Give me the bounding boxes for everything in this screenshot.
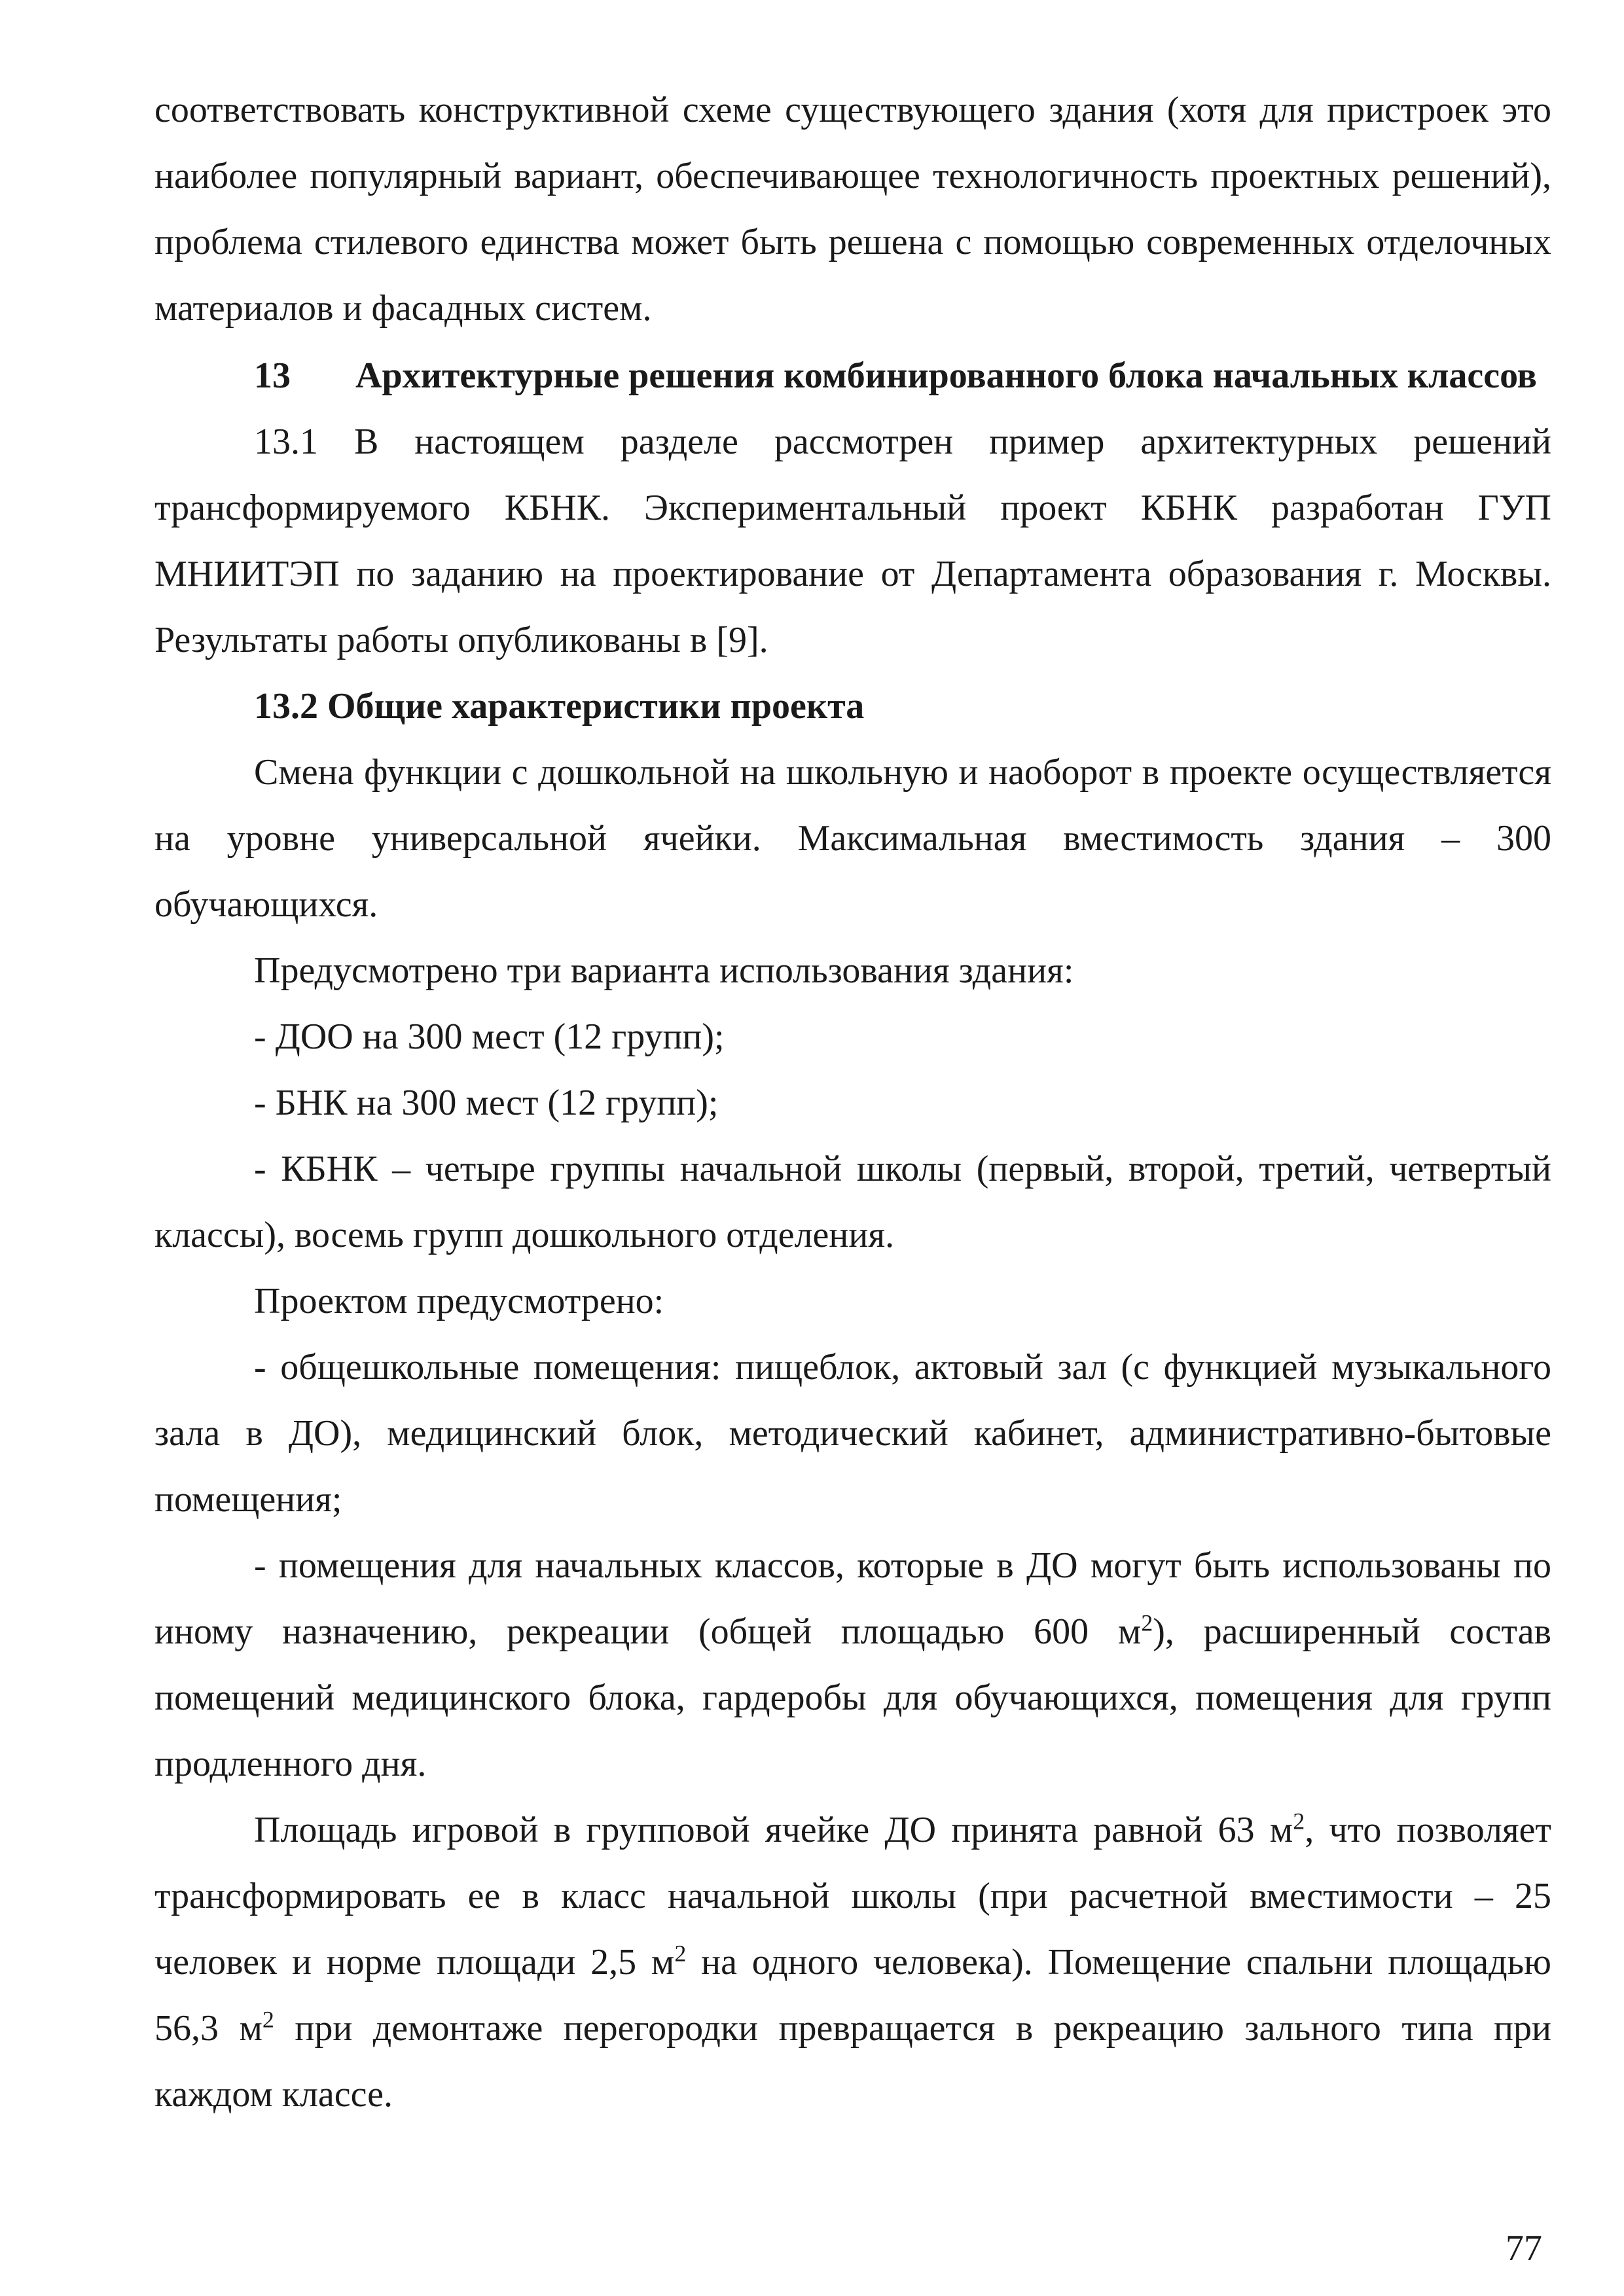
- text-fragment: на одного человека). Помещение спальни площадью 56,3 м: [154, 1942, 1551, 2049]
- text-fragment: , что позволяет трансформировать ее в класс начальной школы (при расчетной вместимости – 25 человек и норме площади 2,5 м: [154, 1810, 1551, 1982]
- page-body: [154, 77, 1551, 2128]
- paragraph-playroom-area: [154, 1797, 1551, 2128]
- list-item-primary-rooms: [154, 1533, 1551, 1797]
- section-number: 13: [254, 355, 291, 396]
- page-number: 77: [1506, 2228, 1542, 2269]
- text-fragment: при демонтаже перегородки превращается в рекреацию зального типа при каждом классе.: [154, 2008, 1551, 2115]
- list-item-doo: - ДОО на 300 мест (12 групп);: [254, 1016, 725, 1057]
- list-item-kbnk: - КБНК – четыре группы начальной школы (первый, второй, третий, четвертый классы), восемь групп дошкольного отделения.: [154, 1149, 1551, 1255]
- paragraph-13-1: 13.1 В настоящем разделе рассмотрен пример архитектурных решений трансформируемого КБНК. Экспериментальный проект КБНК разработан ГУП МНИИТЭП по заданию на проектирование от Департамента образования г. Москвы. Результаты работы опубликованы в [9].: [154, 422, 1551, 660]
- list-item-bnk: - БНК на 300 мест (12 групп);: [254, 1083, 719, 1123]
- text-fragment: - помещения для начальных классов, которые в ДО могут быть использованы по иному назначению, рекреации (общей площадью 600 м: [154, 1545, 1551, 1652]
- section-heading-13: [154, 343, 1551, 409]
- text-fragment: Площадь игровой в групповой ячейке ДО принята равной 63 м: [254, 1810, 1293, 1850]
- paragraph-intro: соответствовать конструктивной схеме существующего здания (хотя для пристроек это наиболее популярный вариант, обеспечивающее технологичность проектных решений), проблема стилевого единства может быть решена с помощью современных отделочных материалов и фасадных систем.: [154, 90, 1551, 329]
- subsection-heading-13-2: 13.2 Общие характеристики проекта: [254, 686, 865, 726]
- paragraph-function-change: Смена функции с дошкольной на школьную и наоборот в проекте осуществляется на уровне универсальной ячейки. Максимальная вместимость здания – 300 обучающихся.: [154, 752, 1551, 925]
- superscript: 2: [1141, 1609, 1153, 1636]
- section-title: Архитектурные решения комбинированного блока начальных классов: [355, 355, 1537, 396]
- paragraph-project-provides: Проектом предусмотрено:: [254, 1281, 664, 1321]
- list-item-school-rooms: - общешкольные помещения: пищеблок, актовый зал (с функцией музыкального зала в ДО), медицинский блок, методический кабинет, административно-бытовые помещения;: [154, 1347, 1551, 1520]
- paragraph-variants-intro: Предусмотрено три варианта использования здания:: [254, 950, 1074, 991]
- text-fragment: ), расширенный состав помещений медицинского блока, гардеробы для обучающихся, помещения для групп продленного дня.: [154, 1611, 1551, 1784]
- superscript: 2: [1293, 1808, 1305, 1835]
- superscript: 2: [262, 2006, 274, 2033]
- superscript: 2: [674, 1940, 687, 1967]
